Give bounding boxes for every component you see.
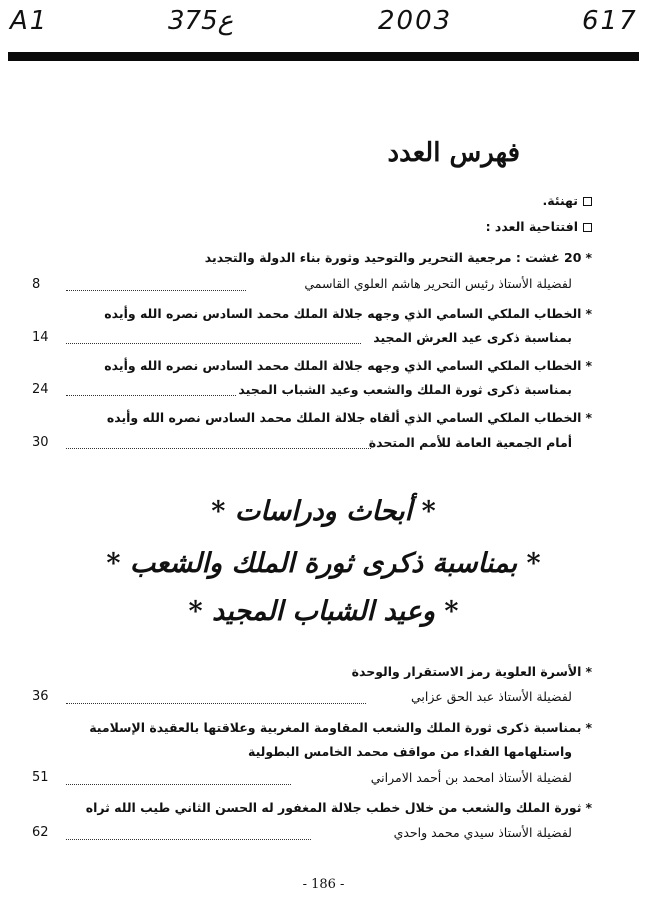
toc-page-number: 62	[32, 825, 49, 840]
dot-leader	[66, 343, 361, 344]
handwritten-mark-left: A1	[10, 6, 49, 36]
toc-entry-title[interactable]: *الأسرة العلوية رمز الاستقرار والوحدة	[351, 664, 592, 679]
toc-entry-title[interactable]: *الخطاب الملكي السامي الذي ألقاه جلالة الملك محمد السادس نصره الله وأيده	[106, 410, 592, 425]
handwritten-code: 375ع	[168, 6, 234, 36]
asterisk-icon: *	[585, 800, 592, 815]
dot-leader	[66, 395, 236, 396]
toc-page-number: 24	[32, 382, 49, 397]
page-number: - 186 -	[302, 877, 345, 892]
toc-entry-title-cont: أمام الجمعية العامة للأمم المتحدة	[368, 435, 572, 450]
toc-entry-title-cont: بمناسبة ذكرى عيد العرش المجيد	[373, 330, 572, 345]
section-heading-line-1: * أبحاث ودراسات *	[211, 496, 436, 527]
toc-intro-editorial[interactable]: افتتاحية العدد :	[32, 219, 592, 234]
section-heading-line-2: * بمناسبة ذكرى ثورة الملك والشعب *	[106, 548, 541, 579]
toc-entry-author: لفضيلة الأستاذ سيدي محمد واحدي	[393, 825, 572, 840]
asterisk-icon: *	[585, 306, 592, 321]
dot-leader	[66, 448, 371, 449]
toc-page-number: 36	[32, 689, 49, 704]
toc-page-number: 14	[32, 330, 49, 345]
checkbox-square-icon	[583, 223, 592, 232]
handwritten-year: 2003	[378, 6, 453, 36]
toc-page-number: 51	[32, 770, 49, 785]
toc-entry-title-cont: واستلهامها الفداء من مواقف محمد الخامس البطولية	[248, 744, 572, 759]
page-title: فهرس العدد	[387, 138, 520, 168]
toc-intro-congratulation[interactable]: تهنئة.	[32, 193, 592, 208]
dot-leader	[66, 290, 246, 291]
toc-entry-title[interactable]: *بمناسبة ذكرى ثورة الملك والشعب المقاومة المغربية وعلاقتها بالعقيدة الإسلامية	[89, 720, 592, 735]
asterisk-icon: *	[585, 250, 592, 265]
toc-entry-author: لفضيلة الأستاذ امحمد بن أحمد الامراني	[370, 770, 572, 785]
toc-entry-title[interactable]: *الخطاب الملكي السامي الذي وجهه جلالة الملك محمد السادس نصره الله وأيده	[104, 306, 592, 321]
toc-entry-title-cont: بمناسبة ذكرى ثورة الملك والشعب وعيد الشباب المجيد	[238, 382, 572, 397]
asterisk-icon: *	[585, 664, 592, 679]
toc-page-number: 8	[32, 277, 41, 292]
dot-leader	[66, 839, 311, 840]
handwritten-mark-right: 617	[582, 6, 638, 36]
toc-entry-author: لفضيلة الأستاذ عبد الحق عزابي	[411, 689, 572, 704]
dot-leader	[66, 703, 366, 704]
toc-entry-author: لفضيلة الأستاذ رئيس التحرير هاشم العلوي القاسمي	[304, 276, 572, 291]
dot-leader	[66, 784, 291, 785]
toc-entry-title[interactable]: *20 غشت : مرجعية التحرير والتوحيد وثورة بناء الدولة والتجديد	[204, 250, 592, 265]
checkbox-square-icon	[583, 197, 592, 206]
header-rule	[8, 52, 639, 61]
toc-entry-title[interactable]: *الخطاب الملكي السامي الذي وجهه جلالة الملك محمد السادس نصره الله وأيده	[104, 358, 592, 373]
toc-page-number: 30	[32, 435, 49, 450]
section-heading-line-3: * وعيد الشباب المجيد *	[188, 596, 459, 627]
toc-entry-title[interactable]: *ثورة الملك والشعب من خلال خطب جلالة المغفور له الحسن الثاني طيب الله ثراه	[85, 800, 592, 815]
asterisk-icon: *	[585, 358, 592, 373]
asterisk-icon: *	[585, 720, 592, 735]
asterisk-icon: *	[585, 410, 592, 425]
